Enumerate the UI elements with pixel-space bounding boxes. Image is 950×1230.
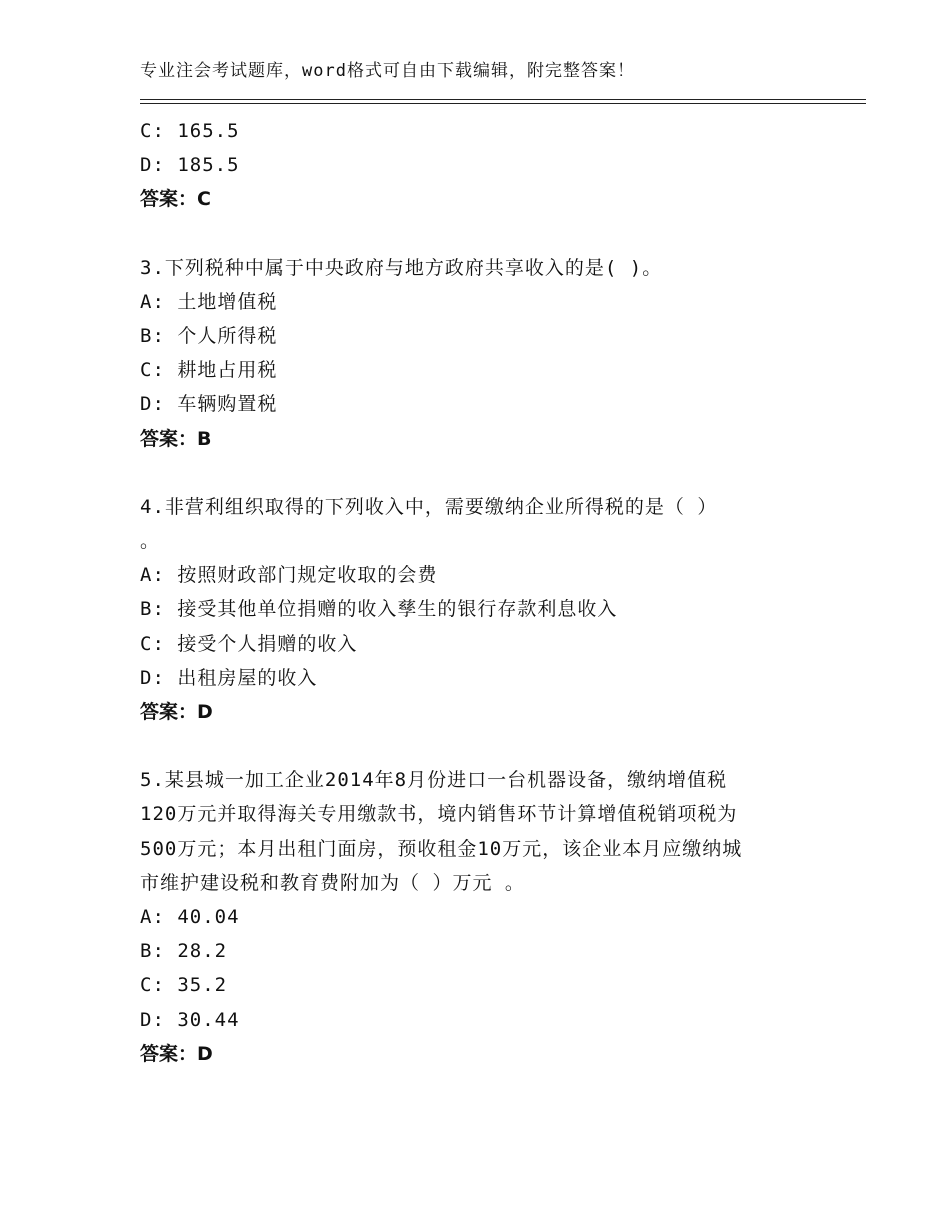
option-c: C: 耕地占用税 (140, 359, 278, 382)
answer-label: 答案：D (140, 701, 213, 724)
answer-label: 答案：B (140, 427, 212, 450)
question-stem: 3.下列税种中属于中央政府与地方政府共享收入的是( )。 (140, 256, 663, 279)
option-a: A: 按照财政部门规定收取的会费 (140, 564, 438, 587)
option-b: B: 个人所得税 (140, 325, 278, 348)
spacer (140, 729, 820, 763)
option-b: B: 28.2 (140, 940, 228, 963)
option-d: D: 出租房屋的收入 (140, 666, 318, 689)
option-c: C: 165.5 (140, 120, 240, 142)
option-d: D: 185.5 (140, 154, 240, 177)
spacer (140, 217, 820, 251)
question-4 (140, 490, 820, 729)
option-c: C: 35.2 (140, 974, 228, 997)
question-list (140, 114, 820, 1071)
option-d: D: 30.44 (140, 1008, 240, 1031)
option-d: D: 车辆购置税 (140, 393, 278, 416)
question-stem-line: 5.某县城一加工企业2014年8月份进口一台机器设备，缴纳增值税 (140, 769, 728, 792)
question-2-tail (140, 114, 820, 217)
option-a: A: 40.04 (140, 906, 240, 929)
answer-label: 答案：C (140, 188, 211, 211)
question-stem-line: 4.非营利组织取得的下列收入中，需要缴纳企业所得税的是（ ） (140, 495, 718, 518)
header-rule-bottom (140, 103, 866, 104)
answer-label: 答案：D (140, 1042, 213, 1065)
option-b: B: 接受其他单位捐赠的收入孳生的银行存款利息收入 (140, 598, 618, 621)
question-stem-line: 120万元并取得海关专用缴款书，境内销售环节计算增值税销项税为 (140, 803, 738, 826)
spacer (140, 456, 820, 490)
question-stem-line: 500万元；本月出租门面房，预收租金10万元，该企业本月应缴纳城 (140, 837, 743, 860)
option-c: C: 接受个人捐赠的收入 (140, 632, 358, 655)
question-5 (140, 763, 820, 1071)
question-3 (140, 251, 820, 456)
page-header: 专业注会考试题库，word格式可自由下载编辑，附完整答案！ (140, 61, 635, 81)
question-stem-line: 。 (140, 530, 161, 553)
option-a: A: 土地增值税 (140, 290, 278, 313)
question-stem-line: 市维护建设税和教育费附加为（ ）万元 。 (140, 871, 525, 894)
header-rule-top (140, 99, 866, 100)
